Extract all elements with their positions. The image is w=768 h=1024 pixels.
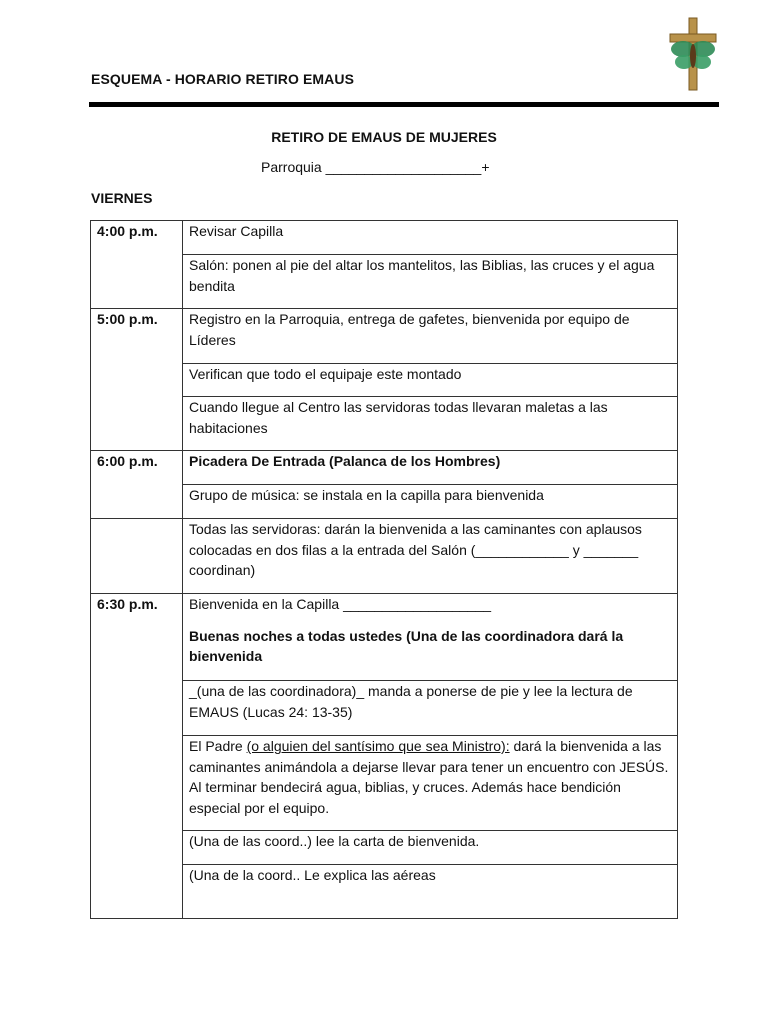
activity-cell: Salón: ponen al pie del altar los mantelitos, las Biblias, las cruces y el agua bendita bbox=[183, 255, 678, 309]
activity-cell: Picadera De Entrada (Palanca de los Hombres) bbox=[183, 451, 678, 485]
cross-butterfly-logo-icon bbox=[664, 16, 722, 92]
activity-cell: Cuando llegue al Centro las servidoras todas llevaran maletas a las habitaciones bbox=[183, 397, 678, 451]
welcome-bold-text: Buenas noches a todas ustedes (Una de las coordinadora dará la bienvenida bbox=[189, 627, 624, 664]
activity-cell: Verifican que todo el equipaje este montado bbox=[183, 364, 678, 397]
header-divider bbox=[89, 102, 719, 107]
day-heading: VIERNES bbox=[91, 190, 153, 206]
time-cell: 5:00 p.m. bbox=[91, 309, 183, 451]
parroquia-line: Parroquia ____________________+ bbox=[261, 159, 490, 175]
activity-cell: Grupo de música: se instala en la capilla para bienvenida bbox=[183, 485, 678, 519]
activity-cell bbox=[183, 594, 678, 681]
table-row bbox=[91, 451, 678, 485]
time-cell: 6:00 p.m. bbox=[91, 451, 183, 519]
time-cell bbox=[91, 519, 183, 594]
padre-text-post: dará la bienvenida a las caminantes animándola a dejarse llevar para tener un encuentro con JESÚS. Al terminar bendecirá agua, biblias, y cruces. Además hace bendición especial por el equipo. bbox=[189, 738, 669, 816]
document-header: ESQUEMA - HORARIO RETIRO EMAUS bbox=[91, 71, 355, 87]
padre-text-underlined: (o alguien del santísimo que sea Ministro): bbox=[246, 738, 510, 754]
activity-cell: (Una de las coord..) lee la carta de bienvenida. bbox=[183, 831, 678, 865]
activity-cell: _(una de las coordinadora)_ manda a ponerse de pie y lee la lectura de EMAUS (Lucas 24: 13-35) bbox=[183, 681, 678, 736]
welcome-line: Bienvenida en la Capilla ___________________ bbox=[189, 596, 492, 612]
activity-cell: Registro en la Parroquia, entrega de gafetes, bienvenida por equipo de Líderes bbox=[183, 309, 678, 364]
activity-cell bbox=[183, 736, 678, 831]
padre-text-pre: El Padre bbox=[189, 738, 247, 754]
activity-cell: (Una de la coord.. Le explica las aéreas bbox=[183, 865, 678, 919]
activity-cell: Todas las servidoras: darán la bienvenida a las caminantes con aplausos colocadas en dos filas a la entrada del Salón (____________ y _______ coordinan) bbox=[183, 519, 678, 594]
page-title: RETIRO DE EMAUS DE MUJERES bbox=[271, 129, 497, 145]
schedule-table bbox=[90, 220, 678, 919]
table-row bbox=[91, 309, 678, 364]
table-row bbox=[91, 594, 678, 681]
time-cell: 4:00 p.m. bbox=[91, 221, 183, 309]
table-row bbox=[91, 221, 678, 255]
table-row bbox=[91, 519, 678, 594]
activity-cell: Revisar Capilla bbox=[183, 221, 678, 255]
time-cell: 6:30 p.m. bbox=[91, 594, 183, 919]
